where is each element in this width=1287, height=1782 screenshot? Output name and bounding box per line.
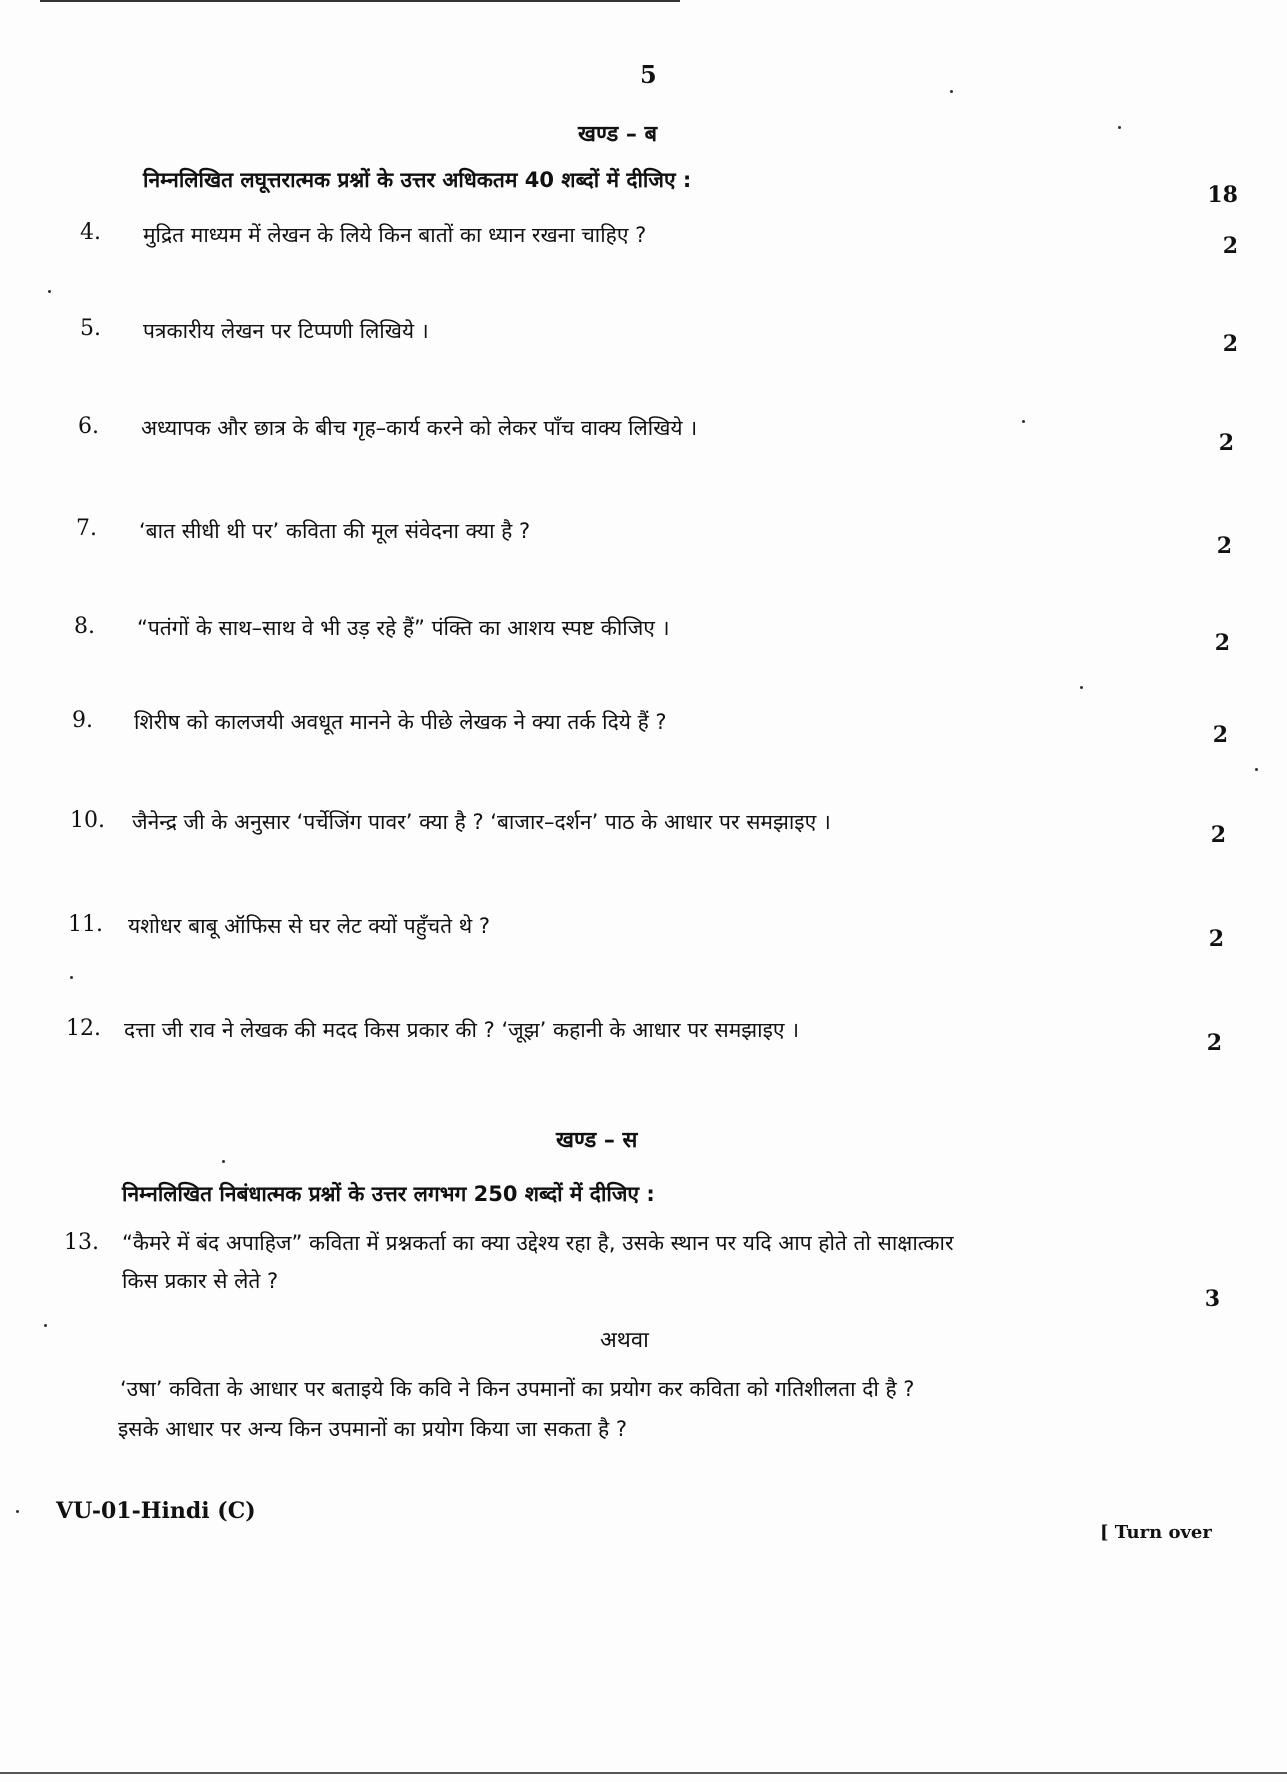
scan-speck [70, 976, 73, 979]
question-text: शिरीष को कालजयी अवधूत मानने के पीछे लेखक ने क्या तर्क दिये हैं ? [134, 710, 667, 734]
scan-speck [1118, 126, 1121, 129]
section-b-total-marks: 18 [1207, 182, 1238, 208]
question-marks: 2 [1214, 630, 1230, 656]
or-label: अथवा [600, 1328, 649, 1353]
question-text: ‘बात सीधी थी पर’ कविता की मूल संवेदना क्या है ? [139, 519, 531, 543]
question-number: 4. [80, 220, 101, 245]
question-number: 13. [64, 1230, 99, 1255]
question-marks: 3 [1204, 1286, 1220, 1312]
question-number: 6. [78, 414, 99, 439]
question-text: जैनेन्द्र जी के अनुसार ‘पर्चेजिंग पावर’ क्या है ? ‘बाजार–दर्शन’ पाठ के आधार पर समझाइए । [132, 810, 831, 834]
question-number: 11. [68, 912, 103, 937]
question-marks: 2 [1222, 331, 1238, 357]
top-border-line [40, 0, 680, 2]
question-marks: 2 [1222, 233, 1238, 259]
scan-speck [1255, 768, 1258, 771]
scan-speck [950, 90, 953, 93]
bottom-border-line [0, 1772, 1287, 1774]
question-text: दत्ता जी राव ने लेखक की मदद किस प्रकार की ? ‘जूझ’ कहानी के आधार पर समझाइए । [124, 1018, 800, 1042]
turn-over-label: [ Turn over [1100, 1522, 1212, 1543]
question-marks: 2 [1210, 822, 1226, 848]
question-text: अध्यापक और छात्र के बीच गृह–कार्य करने को लेकर पाँच वाक्य लिखिये । [141, 416, 698, 440]
question-marks: 2 [1216, 533, 1232, 559]
question-number: 8. [74, 614, 95, 639]
question-number: 12. [66, 1016, 101, 1041]
scan-speck [48, 290, 51, 293]
question-number: 7. [76, 516, 97, 541]
question-text: मुद्रित माध्यम में लेखन के लिये किन बातों का ध्यान रखना चाहिए ? [143, 223, 647, 247]
paper-code: VU-01-Hindi (C) [56, 1498, 256, 1524]
alternate-question-line-1: ‘उषा’ कविता के आधार पर बताइये कि कवि ने किन उपमानों का प्रयोग कर कविता को गतिशीलता दी है ? [120, 1377, 915, 1401]
page-number: 5 [640, 60, 657, 89]
question-marks: 2 [1206, 1030, 1222, 1056]
alternate-question-line-2: इसके आधार पर अन्य किन उपमानों का प्रयोग किया जा सकता है ? [118, 1417, 628, 1441]
scan-speck [1022, 420, 1025, 423]
question-text-line-1: “कैमरे में बंद अपाहिज” कविता में प्रश्नकर्ता का क्या उद्देश्य रहा है, उसके स्थान पर यदि आप होते तो साक्षात्कार [122, 1231, 954, 1255]
question-number: 5. [80, 316, 101, 341]
section-c-instruction: निम्नलिखित निबंधात्मक प्रश्नों के उत्तर लगभग 250 शब्दों में दीजिए : [122, 1182, 655, 1206]
question-number: 9. [72, 708, 93, 733]
section-b-instruction: निम्नलिखित लघूत्तरात्मक प्रश्नों के उत्तर अधिकतम 40 शब्दों में दीजिए : [143, 168, 692, 192]
section-c-title: खण्ड – स [556, 1128, 638, 1153]
question-text: यशोधर बाबू ऑफिस से घर लेट क्यों पहुँचते थे ? [128, 914, 491, 938]
scan-speck [44, 1324, 47, 1327]
question-text: “पतंगों के साथ–साथ वे भी उड़ रहे हैं” पंक्ति का आशय स्पष्ट कीजिए । [137, 616, 670, 640]
question-marks: 2 [1218, 430, 1234, 456]
question-text: पत्रकारीय लेखन पर टिप्पणी लिखिये । [143, 319, 429, 343]
scan-speck [222, 1160, 225, 1163]
section-b-title: खण्ड – ब [578, 122, 658, 147]
scan-speck [1080, 686, 1083, 689]
scan-speck [16, 1510, 19, 1513]
question-marks: 2 [1212, 722, 1228, 748]
question-marks: 2 [1208, 926, 1224, 952]
question-number: 10. [70, 808, 105, 833]
question-text-line-2: किस प्रकार से लेते ? [122, 1269, 279, 1293]
